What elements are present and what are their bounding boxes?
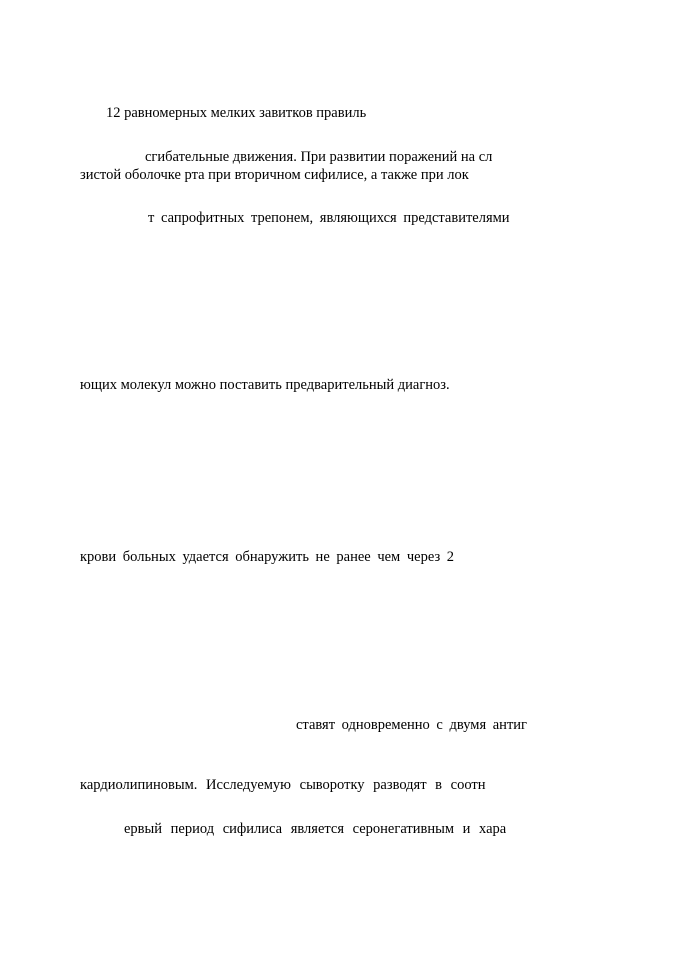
text-line-9: ервый период сифилиса является серонегативным и хара [124,821,507,837]
text-line-7: ставят одновременно с двумя антиг [296,717,527,733]
text-line-5: ющих молекул можно поставить предварительный диагноз. [80,377,450,393]
text-line-8: кардиолипиновым. Исследуемую сыворотку разводят в соотн [80,777,486,793]
text-line-3: зистой оболочке рта при вторичном сифилисе, а также при лок [80,167,469,183]
text-line-2: сгибательные движения. При развитии поражений на сл [145,149,493,165]
text-line-1: 12 равномерных мелких завитков правиль [106,105,367,121]
text-line-4: т сапрофитных трепонем, являющихся представителями [148,210,510,226]
text-line-6: крови больных удается обнаружить не ранее чем через 2 [80,549,455,565]
